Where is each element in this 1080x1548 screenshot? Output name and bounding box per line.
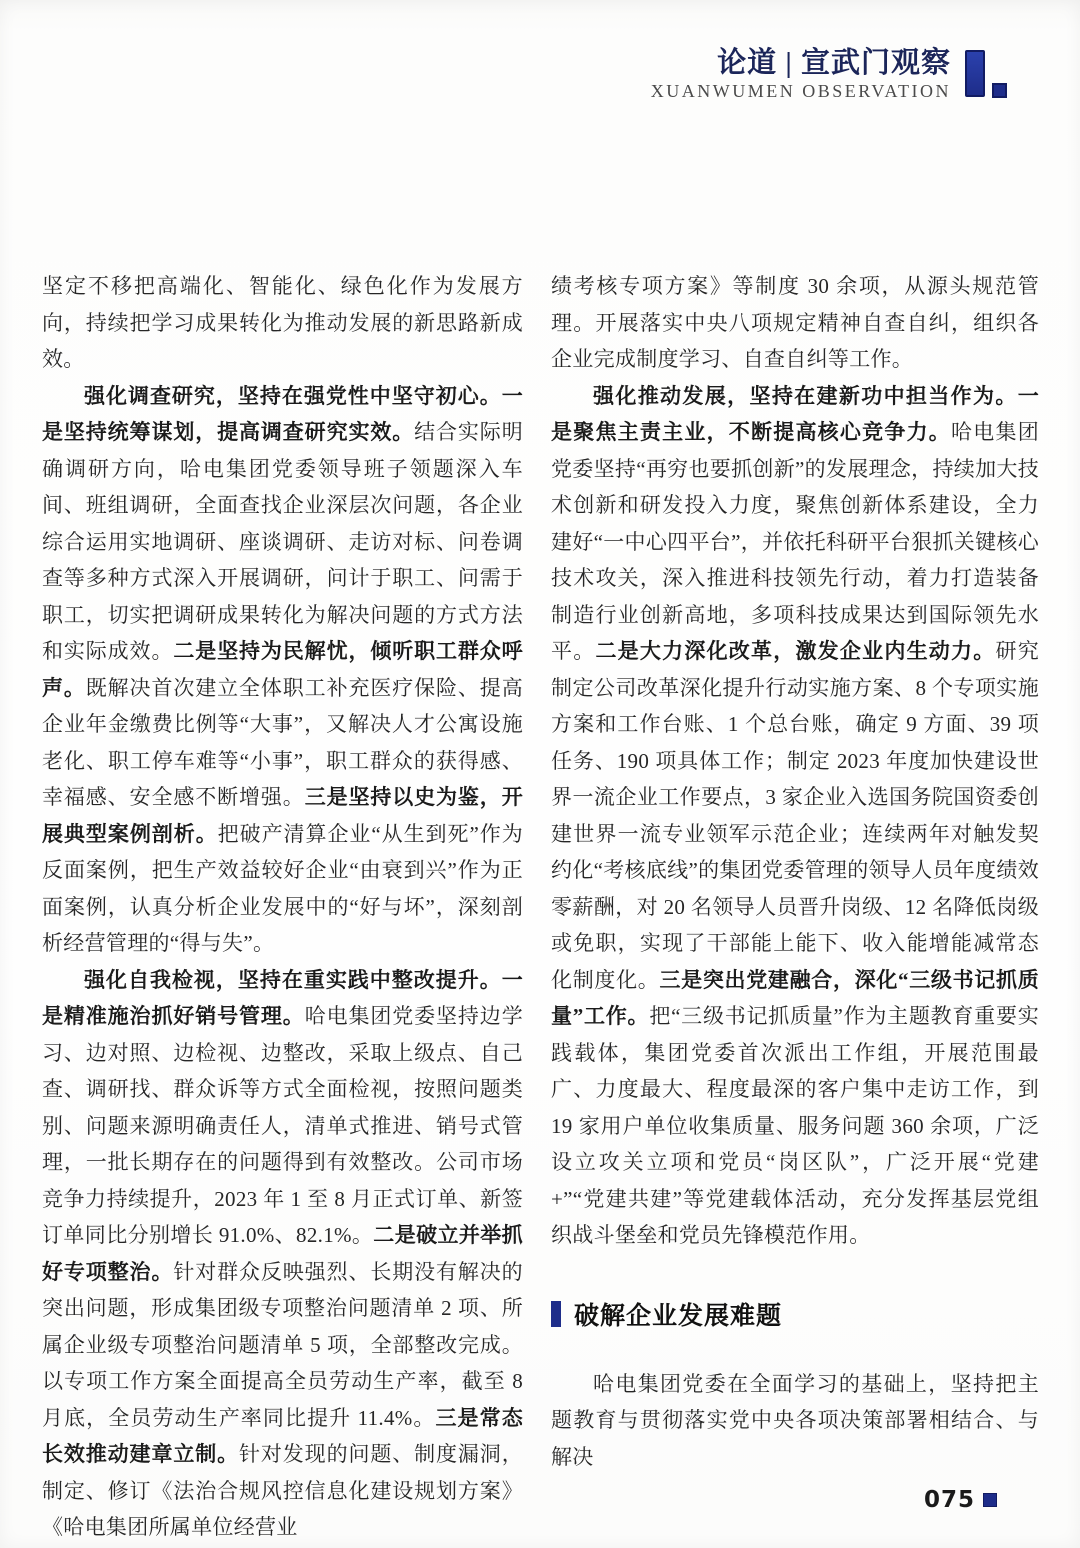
bold-text-run: 强化调查研究，坚持在强党性中坚守初心。一是坚持统筹谋划，提高调查研究实效。 bbox=[42, 383, 523, 444]
text-run: 把破产清算企业“从生到死”作为反面案例，把生产效益较好企业“由衰到兴”作为正面案例，认真分析企业发展中的“好与坏”，深刻剖析经营管理的“得与失”。 bbox=[42, 821, 523, 955]
text-run: 绩考核专项方案》等制度 30 余项，从源头规范管理。开展落实中央八项规定精神自查自纠，组织各企业完成制度学习、自查自纠等工作。 bbox=[551, 274, 1039, 371]
paragraph bbox=[551, 378, 1039, 1254]
right-column-top bbox=[551, 268, 1039, 1254]
column-title-chinese: 论道 | 宣武门观察 bbox=[717, 47, 951, 79]
text-run: 哈电集团党委在全面学习的基础上，坚持把主题教育与贯彻落实党中央各项决策部署相结合、与解决 bbox=[551, 1371, 1039, 1469]
page-footer bbox=[924, 1487, 997, 1513]
bold-text-run: 强化自我检视，坚持在重实践中整改提升。一是精准施治抓好销号管理。 bbox=[42, 967, 523, 1028]
column-title-english: XUANWUMEN OBSERVATION bbox=[650, 81, 951, 101]
text-run: 哈电集团党委坚持边学习、边对照、边检视、边整改，采取上级点、自己查、调研找、群众诉等方式全面检视，按照问题类别、问题来源明确责任人，清单式推进、销号式管理，一批长期存在的问题得到有效整改。公司市场竞争力持续提升，2023 年 1 至 8 月正式订单、新签订单同比分别增长 91.0%、82.1%。 bbox=[42, 1004, 523, 1247]
paragraph bbox=[551, 268, 1039, 378]
logo-bar-icon bbox=[965, 50, 985, 97]
bold-text-run: 二是大力深化改革，激发企业内生动力。 bbox=[595, 639, 996, 663]
bold-text-run: 三是突出党建融合，深化“三级书记抓质量”工作。 bbox=[551, 967, 1039, 1028]
article-body bbox=[42, 268, 1039, 1546]
text-run: 针对发现的问题、制度漏洞，制定、修订《法治合规风控信息化建设规划方案》《哈电集团所属单位经营业 bbox=[42, 1442, 523, 1539]
heading-accent-bar-icon bbox=[551, 1301, 561, 1327]
bold-text-run: 三是坚持以史为鉴，开展典型案例剖析。 bbox=[42, 785, 523, 846]
text-run: 把“三级书记抓质量”作为主题教育重要实践载体，集团党委首次派出工作组，开展范围最广、力度最大、程度最深的客户集中走访工作，到 19 家用户单位收集质量、服务问题 360 余项，广泛设立攻关立项和党员“岗区队”，广泛开展“党建 +”“党建共建”等党建载体活动，充分发挥基层党组织战斗堡垒和党员先锋模范作用。 bbox=[551, 1004, 1040, 1247]
paragraph bbox=[42, 268, 523, 378]
right-column bbox=[551, 268, 1039, 1546]
section-heading bbox=[551, 1296, 1039, 1332]
text-run: 研究制定公司改革深化提升行动实施方案、8 个专项实施方案和工作台账、1 个总台账，确定 9 方面、39 项任务、190 项具体工作；制定 2023 年度加快建设世界一流企业工作要点，3 家企业入选国务院国资委创建世界一流专业领军示范企业；连续两年对触发契约化“考核底线”的集团党委管理的领导人员年度绩效零薪酬，对 20 名领导人员晋升岗级、12 名降低岗级或免职，实现了干部能上能下、收入能增能减常态化制度化。 bbox=[551, 639, 1039, 992]
bold-text-run: 二是破立并举抓好专项整治。 bbox=[42, 1223, 523, 1284]
footer-square-icon bbox=[983, 1493, 997, 1507]
section-heading-text: 破解企业发展难题 bbox=[574, 1301, 783, 1330]
text-run: 坚定不移把高端化、智能化、绿色化作为发展方向，持续把学习成果转化为推动发展的新思路新成效。 bbox=[42, 274, 523, 371]
paragraph bbox=[42, 378, 523, 962]
text-run: 结合实际明确调研方向，哈电集团党委领导班子领题深入车间、班组调研，全面查找企业深层次问题，各企业综合运用实地调研、座谈调研、走访对标、问卷调查等多种方式深入开展调研，问计于职工、问需于职工，切实把调研成果转化为解决问题的方式方法和实际成效。 bbox=[42, 420, 524, 663]
bold-text-run: 二是坚持为民解忧，倾听职工群众呼声。 bbox=[42, 639, 523, 700]
text-run: 针对群众反映强烈、长期没有解决的突出问题，形成集团级专项整治问题清单 2 项、所属企业级专项整治问题清单 5 项，全部整改完成。以专项工作方案全面提高全员劳动生产率，截至 8 月底，全员劳动生产率同比提升 11.4%。 bbox=[42, 1259, 523, 1430]
left-column bbox=[42, 268, 523, 1546]
paragraph bbox=[551, 1366, 1039, 1476]
paragraph bbox=[42, 962, 523, 1546]
magazine-logo-icon bbox=[965, 50, 1007, 102]
header-text-block bbox=[651, 48, 951, 101]
logo-square-icon bbox=[992, 83, 1007, 98]
right-column-bottom bbox=[551, 1366, 1039, 1476]
bold-text-run: 三是常态长效推动建章立制。 bbox=[42, 1405, 524, 1466]
text-run: 哈电集团党委坚持“再穷也要抓创新”的发展理念，持续加大技术创新和研发投入力度，聚焦创新体系建设，全力建好“一中心四平台”，并依托科研平台狠抓关键核心技术攻关，深入推进科技领先行动，着力打造装备制造行业创新高地，多项科技成果达到国际领先水平。 bbox=[551, 420, 1040, 663]
page-number: 075 bbox=[923, 1487, 975, 1513]
page-header bbox=[651, 48, 1007, 102]
bold-text-run: 强化推动发展，坚持在建新功中担当作为。一是聚焦主责主业，不断提高核心竞争力。 bbox=[551, 383, 1039, 444]
text-run: 既解决首次建立全体职工补充医疗保险、提高企业年金缴费比例等“大事”，又解决人才公寓设施老化、职工停车难等“小事”，职工群众的获得感、幸福感、安全感不断增强。 bbox=[42, 675, 523, 809]
